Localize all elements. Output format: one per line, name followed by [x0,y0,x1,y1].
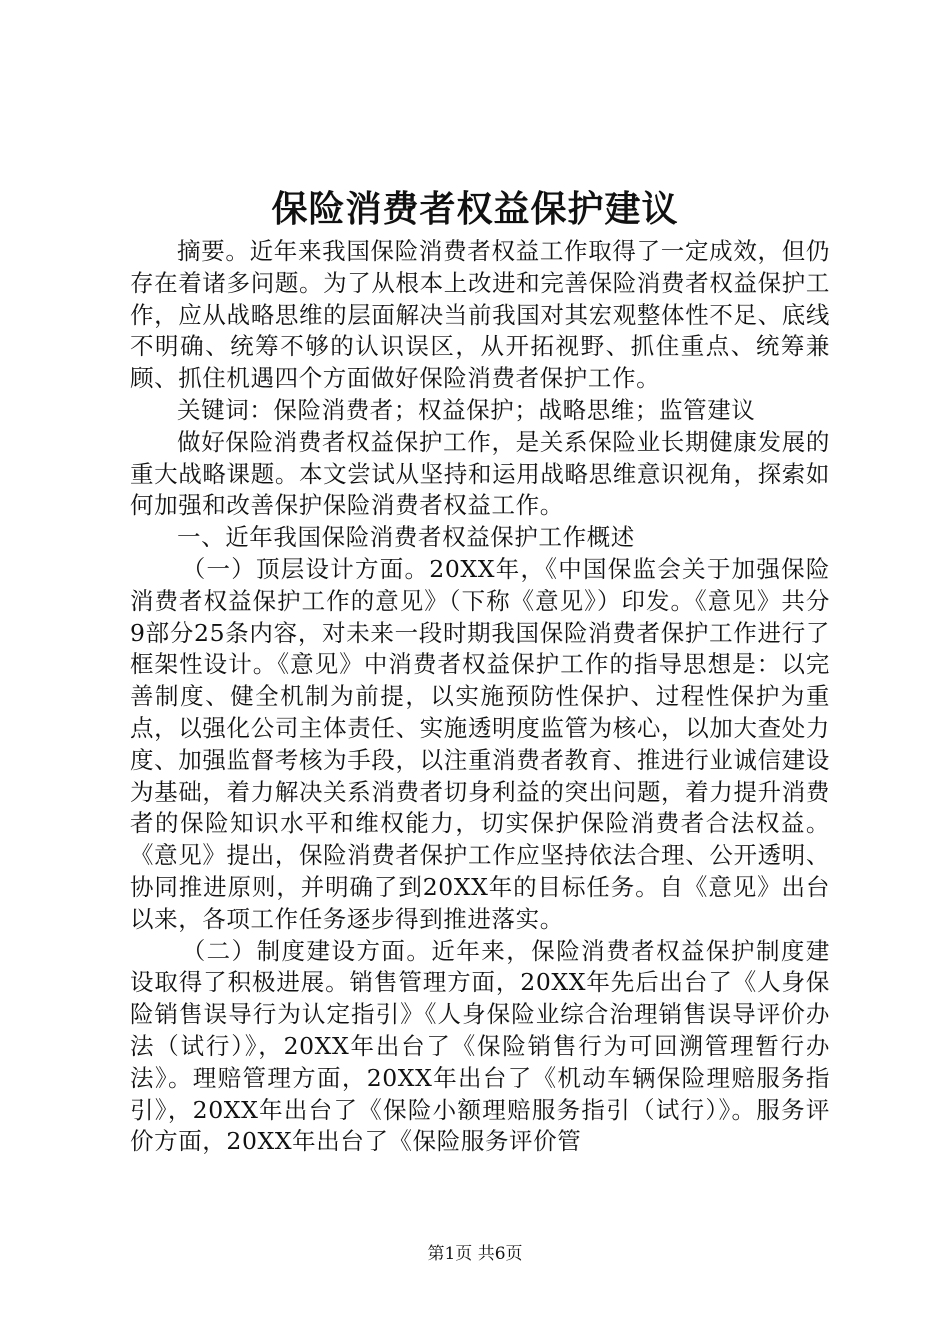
abstract-paragraph: 摘要。近年来我国保险消费者权益工作取得了一定成效，但仍存在着诸多问题。为了从根本上改进和完善保险消费者权益保护工作，应从战略思维的层面解决当前我国对其宏观整体性不足、底线不明确、统筹不够的认识误区，从开拓视野、抓住重点、统筹兼顾、抓住机遇四个方面做好保险消费者保护工作。 [130,237,830,393]
keywords-paragraph: 关键词：保险消费者；权益保护；战略思维；监管建议 [177,395,756,424]
subsection-institution-building: （二）制度建设方面。近年来，保险消费者权益保护制度建设取得了积极进展。销售管理方面，20XX年先后出台了《人身保险销售误导行为认定指引》《人身保险业综合治理销售误导评价办法（试行）》，20XX年出台了《保险销售行为可回溯管理暂行办法》。理赔管理方面，20XX年出台了《机动车辆保险理赔服务指引》，20XX年出台了《保险小额理赔服务指引（试行）》。服务评价方面，20XX年出台了《保险服务评价管 [130,936,830,1156]
intro-paragraph: 做好保险消费者权益保护工作，是关系保险业长期健康发展的重大战略课题。本文尝试从坚持和运用战略思维意识视角，探索如何加强和改善保护保险消费者权益工作。 [130,427,830,520]
page-footer: 第1页 共6页 [427,1244,523,1264]
document-body [130,236,830,1158]
subsection-top-level-design: （一）顶层设计方面。20XX年，《中国保监会关于加强保险消费者权益保护工作的意见》（下称《意见》）印发。《意见》共分9部分25条内容，对未来一段时期我国保险消费者保护工作进行了框架性设计。《意见》中消费者权益保护工作的指导思想是：以完善制度、健全机制为前提，以实施预防性保护、过程性保护为重点，以强化公司主体责任、实施透明度监管为核心，以加大查处力度、加强监督考核为手段，以注重消费者教育、推进行业诚信建设为基础，着力解决关系消费者切身利益的突出问题，着力提升消费者的保险知识水平和维权能力，切实保护保险消费者合法权益。《意见》提出，保险消费者保护工作应坚持依法合理、公开透明、协同推进原则，并明确了到20XX年的目标任务。自《意见》出台以来，各项工作任务逐步得到推进落实。 [130,554,830,933]
section-heading-1: 一、近年我国保险消费者权益保护工作概述 [177,523,635,552]
document-title: 保险消费者权益保护建议 [271,188,679,230]
